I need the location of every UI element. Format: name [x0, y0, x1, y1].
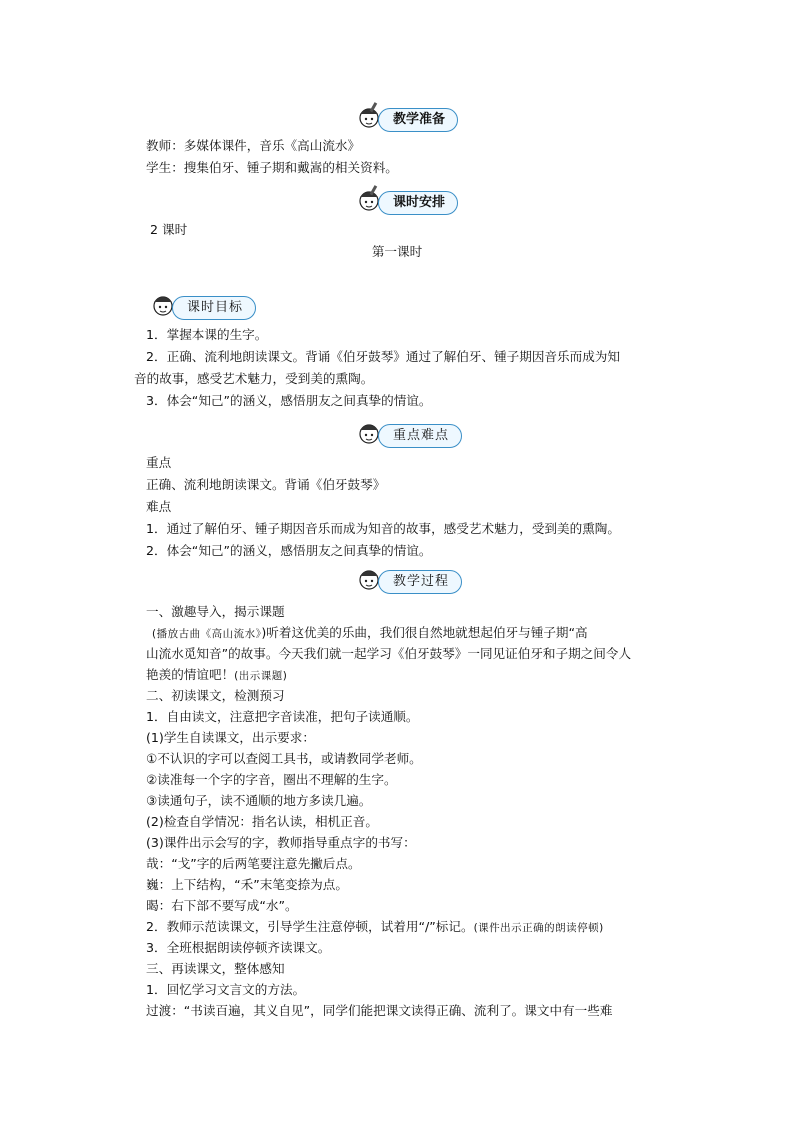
goal-item: 2．正确、流利地朗读课文。背诵《伯牙鼓琴》通过了解伯牙、锺子期因音乐而成为知	[146, 349, 620, 364]
process-subitem: (3)课件出示会写的字，教师指导重点字的书写：	[146, 835, 416, 850]
lesson-heading: 第一课时	[371, 244, 423, 259]
character-note: 巍：上下结构，“禾”末笔变捺为点。	[146, 877, 348, 892]
process-step-title: 一、激趣导入，揭示课题	[146, 604, 285, 619]
process-item: 1．回忆学习文言文的方法。	[146, 982, 306, 997]
stage-direction: (课件出示正确的朗读停顿)	[473, 922, 604, 934]
paragraph-text: )听着这优美的乐曲，我们很自然地就想起伯牙与锺子期“高	[261, 625, 588, 640]
process-subitem: ①不认识的字可以查阅工具书，或请教同学老师。	[146, 751, 422, 766]
goal-item: 3．体会“知己”的涵义，感悟朋友之间真挚的情谊。	[146, 393, 432, 408]
process-item: 1．自由读文，注意把字音读准，把句子读通顺。	[146, 709, 419, 724]
process-paragraph	[152, 623, 588, 644]
section-title: 课时目标	[172, 296, 256, 320]
character-note: 哉：“戈”字的后两笔要注意先撇后点。	[146, 856, 361, 871]
difficulty-item: 1．通过了解伯牙、锺子期因音乐而成为知音的故事，感受艺术魅力，受到美的熏陶。	[146, 521, 620, 536]
key-label: 重点	[146, 455, 172, 470]
section-title: 课时安排	[378, 191, 458, 215]
process-subitem: ③读通句子，读不通顺的地方多读几遍。	[146, 793, 372, 808]
difficulty-item: 2．体会“知己”的涵义，感悟朋友之间真挚的情谊。	[146, 543, 432, 558]
stage-direction: (播放古曲《高山流水》	[152, 628, 262, 640]
process-step-title: 二、初读课文，检测预习	[146, 688, 285, 703]
process-subitem: (1)学生自读课文，出示要求：	[146, 730, 315, 745]
process-subitem: (2)检查自学情况：指名认读，相机正音。	[146, 814, 378, 829]
character-note: 暍：右下部不要写成“水”。	[146, 898, 298, 913]
section-title: 教学过程	[378, 570, 462, 594]
key-text: 正确、流利地朗读课文。背诵《伯牙鼓琴》	[146, 477, 386, 492]
section-title: 教学准备	[378, 108, 458, 132]
difficulty-label: 难点	[146, 499, 172, 514]
process-subitem: ②读准每一个字的字音，圈出不理解的生字。	[146, 772, 397, 787]
process-item: 3．全班根据朗读停顿齐读课文。	[146, 940, 331, 955]
schedule-hours: 2 课时	[150, 222, 188, 237]
goal-item-continued: 音的故事，感受艺术魅力，受到美的熏陶。	[134, 371, 374, 386]
transition-text: 过渡：“书读百遍，其义自见”，同学们能把课文读得正确、流利了。课文中有一些难	[146, 1003, 613, 1018]
process-paragraph	[146, 665, 287, 686]
paragraph-text: 2．教师示范读课文，引导学生注意停顿，试着用“/”标记。	[146, 919, 474, 934]
stage-direction: (出示课题)	[234, 670, 288, 682]
goal-item: 1．掌握本课的生字。	[146, 327, 268, 342]
prep-student: 学生：搜集伯牙、锺子期和戴嵩的相关资料。	[146, 160, 398, 175]
process-paragraph: 山流水觅知音”的故事。今天我们就一起学习《伯牙鼓琴》一同见证伯牙和子期之间令人	[146, 646, 632, 661]
process-step-title: 三、再读课文，整体感知	[146, 961, 285, 976]
section-title: 重点难点	[378, 424, 462, 448]
prep-teacher: 教师：多媒体课件，音乐《高山流水》	[146, 138, 361, 153]
process-item	[146, 917, 604, 938]
paragraph-text: 艳羡的情谊吧！	[146, 667, 235, 682]
